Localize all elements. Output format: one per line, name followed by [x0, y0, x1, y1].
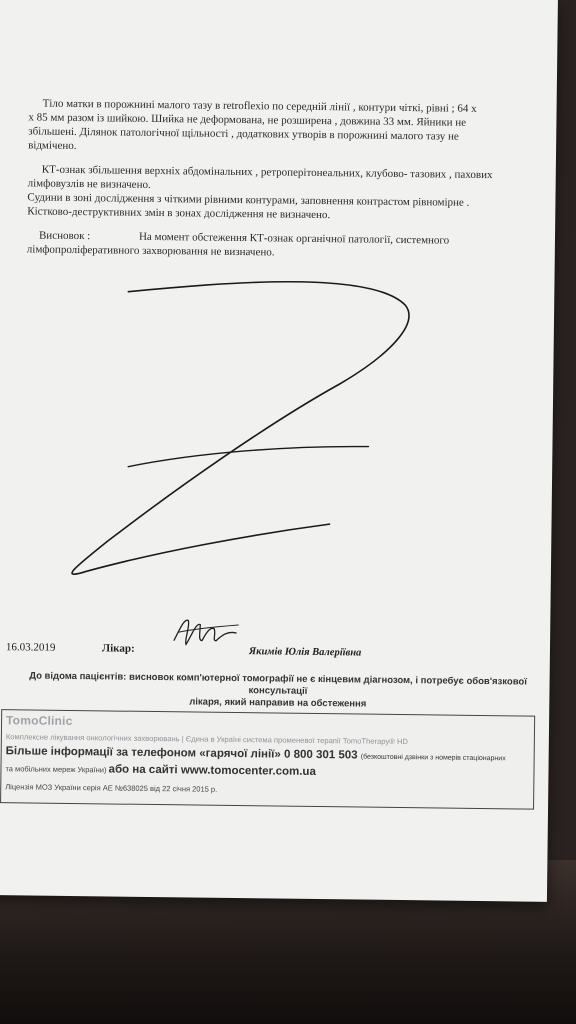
text-line: Кістково-деструктивних змін в зонах дослідження не визначено. [27, 205, 331, 222]
text-line: На момент обстеження КТ-ознак органічної патології, системного [138, 230, 450, 247]
text-line: Судини в зоні дослідження з чіткими рівними контурами, заповнення контрастом рівномірне . [27, 191, 470, 209]
lymph-findings-paragraph [27, 162, 548, 224]
clinic-footer [0, 709, 535, 810]
license-text: Ліцензія МОЗ України серія АЕ №638025 від 22 січня 2015 р. [5, 782, 218, 794]
uterus-findings-paragraph [28, 96, 549, 158]
clinic-tagline: Комплексне лікування онкологічних захворювань | Єдина в Україні система променевої терапії TomoTherapy® HD [5, 732, 409, 747]
patients-notice [5, 670, 550, 713]
conclusion-label: Висновок : [38, 229, 91, 243]
z-strike-mark [67, 271, 531, 587]
text-line: відмічено. [28, 139, 77, 153]
hotline-text: Більше інформації за телефоном «гарячої лінії» 0 800 301 503 [5, 745, 358, 762]
mobile-note: та мобільних мереж України) [5, 764, 107, 775]
text-line: лімфовузлів не визначено. [27, 177, 151, 191]
text-line: КТ-ознак збільшення верхніх абдомінальних , ретроперітонеальних, клубово- тазових , пахових [41, 163, 493, 182]
doctor-label: Лікар: [101, 642, 135, 655]
website-text: або на сайті www.tomocenter.com.ua [108, 763, 316, 778]
report-date: 16.03.2019 [5, 641, 56, 654]
doctor-signature [166, 610, 247, 656]
text-line: х 85 мм разом із шийкою. Шийка не деформована, не розширена , довжина 33 мм. Яйники не [28, 111, 467, 129]
hotline-note: (безкоштовні дзвінки з номерів стаціонарних [360, 753, 506, 763]
website-line [5, 762, 533, 780]
clinic-logo: TomoClinic [5, 713, 73, 729]
text-line: лімфопроліферативного захворювання не визначено. [26, 243, 275, 259]
notice-line: До відома пацієнтів: висновок комп'ютерної томографії не є кінцевим діагнозом, і потребує обов'язкової консультації [29, 670, 528, 697]
notice-line: лікаря, який направив на обстеження [189, 696, 367, 710]
conclusion-paragraph [27, 228, 547, 262]
report-body [27, 96, 549, 272]
hotline-line [6, 745, 534, 763]
text-line: Тіло матки в порожнині малого тазу в retroflexio по середній лінії , контури чіткі, рівні ; 64 х [42, 97, 477, 115]
text-line: збільшені. Ділянок патологічної щільності , додаткових утворів в порожнині малого тазу не [28, 125, 459, 143]
doctor-name: Якимів Юлія Валеріївна [248, 646, 362, 659]
